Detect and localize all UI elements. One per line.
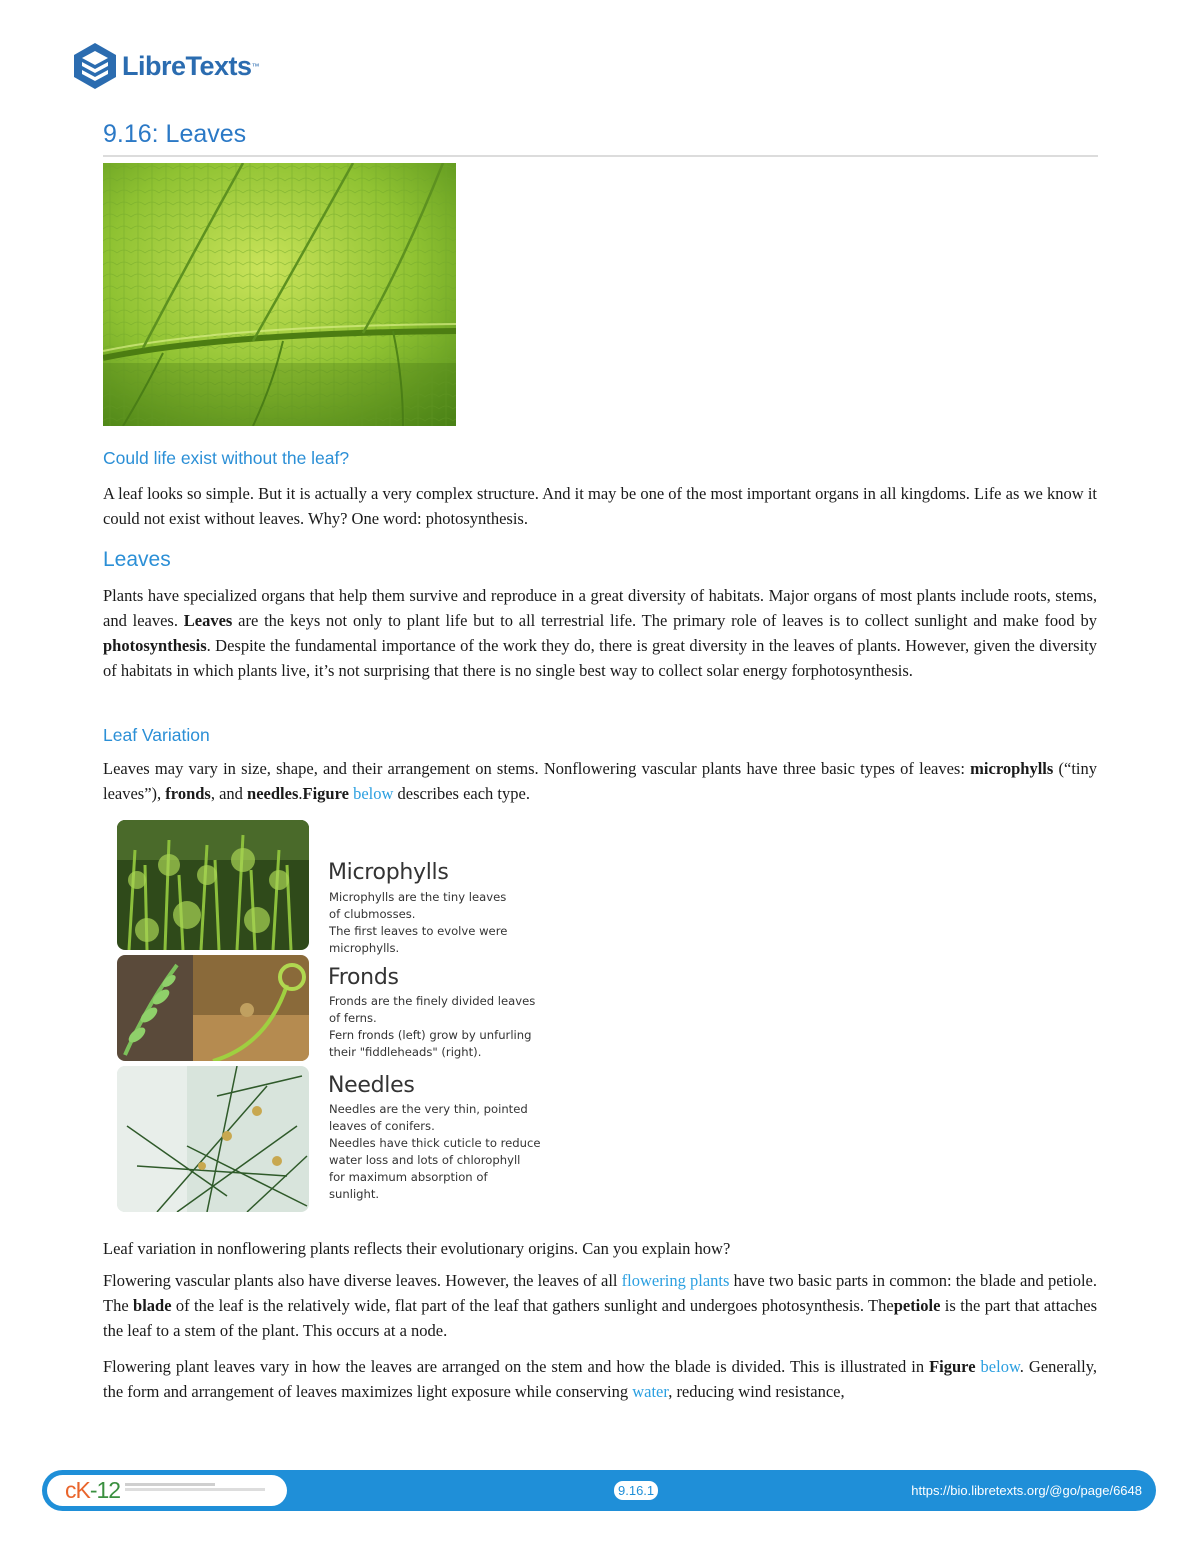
page-url[interactable]: https://bio.libretexts.org/@go/page/6648 (911, 1483, 1142, 1498)
water-link[interactable]: water (632, 1382, 669, 1401)
needles-description: Needles are the very thin, pointed leaves of conifers. Needles have thick cuticle to reduce water loss and lots of chlorophyll for maximum absorption of sunlight. (329, 1102, 541, 1201)
brand-trademark: ™ (251, 61, 260, 71)
intro-heading: Could life exist without the leaf? (103, 448, 350, 468)
term-microphylls: microphylls (970, 759, 1054, 778)
term-fronds: fronds (165, 784, 211, 803)
brand-name: LibreTexts (122, 50, 252, 81)
microphylls-photo (117, 820, 309, 950)
leaves-heading: Leaves (103, 548, 171, 571)
leaf-variation-paragraph: Leaves may vary in size, shape, and their arrangement on stems. Nonflowering vascular plants have three basic types of leaves: microphylls (“tiny leaves”), fronds, and needles.Figure below describes each type. (103, 759, 1098, 803)
needles-photo (117, 1066, 309, 1212)
microphylls-title: Microphylls (328, 860, 449, 885)
microphylls-description: Microphylls are the tiny leaves of clubmosses. The first leaves to evolve were microphylls. (329, 890, 508, 955)
intro-paragraph: A leaf looks so simple. But it is actually a very complex structure. And it may be one of the most important organs in all kingdoms. Life as we know it could not exist without leaves. Why? One word: photosynthesis. (103, 484, 1097, 528)
flowering-plants-paragraph: Flowering vascular plants also have diverse leaves. However, the leaves of all flowering plants have two basic parts in common: the blade and petiole. The blade of the leaf is the relatively wide, flat part of the leaf that gathers sunlight and undergoes photosynthesis. Thepetiole is the part that attaches the leaf to a stem of the plant. This occurs at a node. (103, 1271, 1097, 1340)
term-photosynthesis: photosynthesis (103, 636, 207, 655)
leaf-variation-heading: Leaf Variation (103, 725, 210, 745)
leaf-types-figure (117, 820, 547, 1212)
leaf-arrangement-paragraph: Flowering plant leaves vary in how the leaves are arranged on the stem and how the blade is divided. This is illustrated in Figure below. Generally, the form and arrangement of leaves maximizes light exposure while conserving water, reducing wind resistance, (103, 1357, 1098, 1401)
ck12-license-note (125, 1481, 285, 1493)
libretexts-logo[interactable] (72, 40, 260, 92)
libretexts-logo-icon (72, 41, 118, 91)
leaves-paragraph: Plants have specialized organs that help them survive and reproduce in a great diversity of habitats. Major organs of most plants include roots, stems, and leaves. Leaves are the keys not only to plant life but to all terrestrial life. The primary role of leaves is to collect sunlight and make food by photosynthesis. Despite the fundamental importance of the work they do, there is great diversity in the leaves of plants. However, given the diversity of habitats in which plants live, it’s not surprising that there is no single best way to collect solar energy forphotosynthesis. (103, 586, 1097, 680)
page-footer (42, 1470, 1156, 1511)
page-number: 9.16.1 (614, 1481, 658, 1500)
term-needles: needles (247, 784, 299, 803)
needles-title: Needles (328, 1073, 415, 1098)
title-divider (103, 155, 1098, 157)
figure-ref: Figure (302, 784, 349, 803)
page-title: 9.16: Leaves (103, 120, 247, 148)
figure-ref-2: Figure (929, 1357, 976, 1376)
fronds-description: Fronds are the finely divided leaves of ferns. Fern fronds (left) grow by unfurling their "fiddleheads" (right). (329, 994, 536, 1059)
ck12-logo: cK-12 (65, 1477, 121, 1503)
leaf-closeup-image (103, 163, 456, 426)
term-leaves: Leaves (183, 611, 233, 630)
ck12-badge[interactable] (47, 1475, 287, 1506)
term-blade: blade (133, 1296, 172, 1315)
term-petiole: petiole (893, 1296, 941, 1315)
figure-below-link-2[interactable]: below (980, 1357, 1020, 1376)
fronds-title: Fronds (328, 965, 399, 990)
flowering-plants-link[interactable]: flowering plants (621, 1271, 730, 1290)
evolution-question-paragraph: Leaf variation in nonflowering plants reflects their evolutionary origins. Can you explain how? (103, 1239, 731, 1258)
figure-below-link[interactable]: below (353, 784, 394, 803)
fronds-photo (117, 955, 309, 1061)
